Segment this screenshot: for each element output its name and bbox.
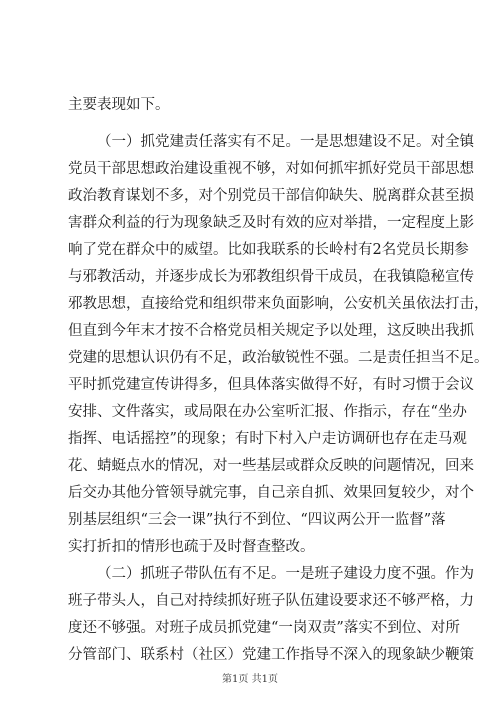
text-line: （二）抓班子带队伍有不足。一是班子建设力度不强。作为 <box>97 566 474 582</box>
body-text <box>68 92 489 669</box>
text-line: 分管部门、联系村（社区）党建工作指导不深入的现象缺少鞭策 <box>68 647 474 663</box>
text-line: 别基层组织“三会一课”执行不到位、“四议两公开一监督”落 <box>68 512 446 528</box>
text-line: 后交办其他分管领导就完事，自己亲自抓、效果回复较少，对个 <box>68 485 474 501</box>
text-line: 党员干部思想政治建设重视不够，对如何抓牢抓好党员干部思想 <box>68 161 474 177</box>
text-line: 平时抓党建宣传讲得多，但具体落实做得不好，有时习惯于会议 <box>68 377 474 393</box>
text-line: 指挥、电话摇控”的现象；有时下村入户走访调研也存在走马观 <box>68 431 467 447</box>
text-line: 邪教思想，直接给党和组织带来负面影响，公安机关虽依法打击， <box>68 296 489 312</box>
text-line: 度还不够强。对班子成员抓党建“一岗双责”落实不到位、对所 <box>68 620 460 636</box>
text-line: 与邪教活动，并逐步成长为邪教组织骨干成员，在我镇隐秘宣传 <box>68 269 474 285</box>
text-line: 安排、文件落实，或局限在办公室听汇报、作指示，存在“坐办 <box>68 404 467 420</box>
paragraph-gap <box>68 119 433 129</box>
text-line: 但直到今年末才按不合格党员相关规定予以处理，这反映出我抓 <box>68 323 474 339</box>
text-line: 花、蜻蜓点水的情况，对一些基层或群众反映的问题情况，回来 <box>68 458 474 474</box>
text-line: 班子带头人，自己对持续抓好班子队伍建设要求还不够严格，力 <box>68 593 474 609</box>
text-line: 实打折扣的情形也疏于及时督查整改。 <box>68 539 315 555</box>
text-line: 响了党在群众中的威望。比如我联系的长岭村有2名党员长期参 <box>68 242 469 258</box>
text-line: 政治教育谋划不多，对个别党员干部信仰缺失、脱离群众甚至损 <box>68 188 474 204</box>
page-footer: 第1页 共1页 <box>222 674 278 685</box>
text-line: 党建的思想认识仍有不足，政治敏锐性不强。二是责任担当不足。 <box>68 350 489 366</box>
text-line: 主要表现如下。 <box>68 97 170 113</box>
text-line: 害群众利益的行为现象缺乏及时有效的应对举措，一定程度上影 <box>68 215 474 231</box>
text-line: （一）抓党建责任落实有不足。一是思想建设不足。对全镇 <box>97 134 474 150</box>
